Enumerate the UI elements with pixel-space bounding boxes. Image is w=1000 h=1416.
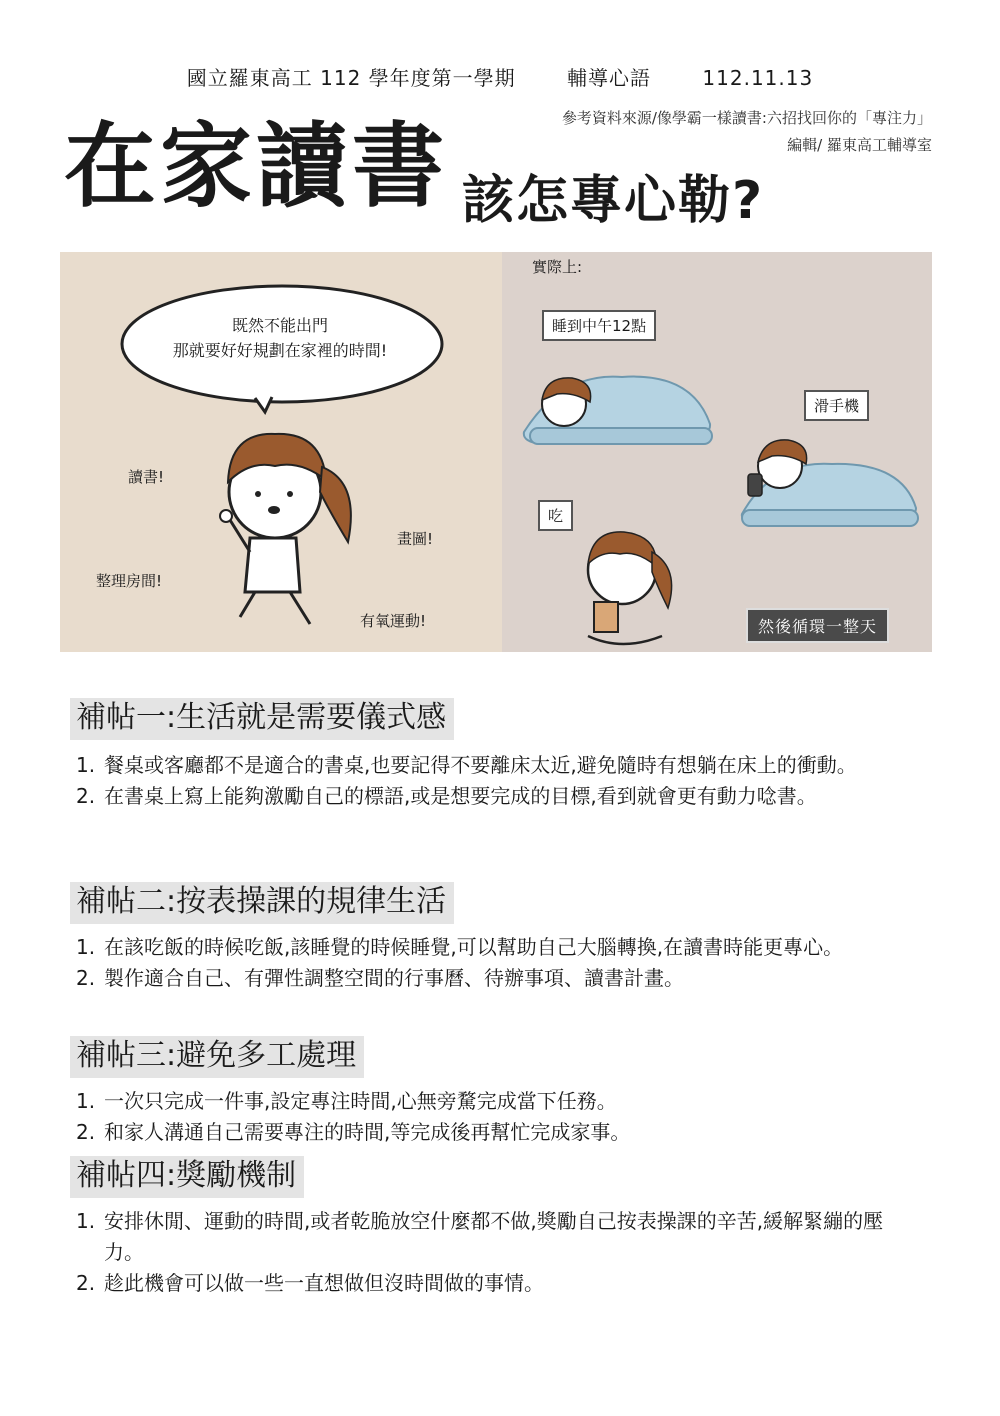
speech-bubble-text xyxy=(130,314,430,364)
issue-date: 112.11.13 xyxy=(702,66,814,90)
list-item: 2. 和家人溝通自己需要專注的時間,等完成後再幫忙完成家事。 xyxy=(76,1120,631,1144)
label-draw: 畫圖! xyxy=(397,530,434,548)
list-item: 1. 餐桌或客廳都不是適合的書桌,也要記得不要離床太近,避免隨時有想躺在床上的衝動。 xyxy=(76,753,857,777)
page-title-main: 在家讀書 xyxy=(64,113,449,220)
planning-girl-illustration xyxy=(60,252,502,652)
list-item: 2. 在書桌上寫上能夠激勵自己的標語,或是想要完成的目標,看到就會更有動力唸書。 xyxy=(76,784,817,808)
editor-credit: 編輯/ 羅東高工輔導室 xyxy=(787,136,932,154)
label-eat: 吃 xyxy=(538,500,573,531)
label-study: 讀書! xyxy=(128,468,165,486)
section-4-list xyxy=(76,1206,916,1299)
comic-panel-plan xyxy=(60,252,502,652)
label-sleep-noon: 睡到中午12點 xyxy=(542,310,656,341)
section-heading-1: 補帖一:生活就是需要儀式感 xyxy=(70,698,454,740)
page-title-sub: 該怎專心勒? xyxy=(462,171,765,231)
label-loop-all-day: 然後循環一整天 xyxy=(746,608,889,643)
bubble-line-2: 那就要好好規劃在家裡的時間! xyxy=(172,340,388,360)
reference-source: 參考資料來源/像學霸一樣讀書:六招找回你的「專注力」 xyxy=(561,109,932,127)
column-name: 輔導心語 xyxy=(567,66,652,90)
school-term: 國立羅東高工 112 學年度第一學期 xyxy=(186,66,516,90)
phone-icon xyxy=(748,474,762,496)
section-heading-4: 補帖四:獎勵機制 xyxy=(70,1156,304,1198)
header-line xyxy=(0,62,1000,91)
list-item: 1. 一次只完成一件事,設定專注時間,心無旁騖完成當下任務。 xyxy=(76,1089,617,1113)
section-heading-3: 補帖三:避免多工處理 xyxy=(70,1036,364,1078)
label-scroll-phone: 滑手機 xyxy=(804,390,869,421)
list-item: 1. 安排休閒、運動的時間,或者乾脆放空什麼都不做,獎勵自己按表操課的辛苦,緩解緊繃的壓力。 xyxy=(76,1209,884,1264)
noodle-cup-icon xyxy=(594,602,618,632)
section-1-list xyxy=(76,750,916,812)
label-tidy-room: 整理房間! xyxy=(96,572,163,590)
section-heading-2: 補帖二:按表操課的規律生活 xyxy=(70,882,454,924)
section-3-list xyxy=(76,1086,916,1148)
label-exercise: 有氧運動! xyxy=(360,612,427,630)
comic-panel-reality xyxy=(502,252,932,652)
reality-heading: 實際上: xyxy=(532,258,583,276)
section-2-list xyxy=(76,932,916,994)
list-item: 1. 在該吃飯的時候吃飯,該睡覺的時候睡覺,可以幫助自己大腦轉換,在讀書時能更專心。 xyxy=(76,935,844,959)
list-item: 2. 製作適合自己、有彈性調整空間的行事曆、待辦事項、讀書計畫。 xyxy=(76,966,684,990)
list-item: 2. 趁此機會可以做一些一直想做但沒時間做的事情。 xyxy=(76,1271,544,1295)
bubble-line-1: 既然不能出門 xyxy=(231,316,328,335)
